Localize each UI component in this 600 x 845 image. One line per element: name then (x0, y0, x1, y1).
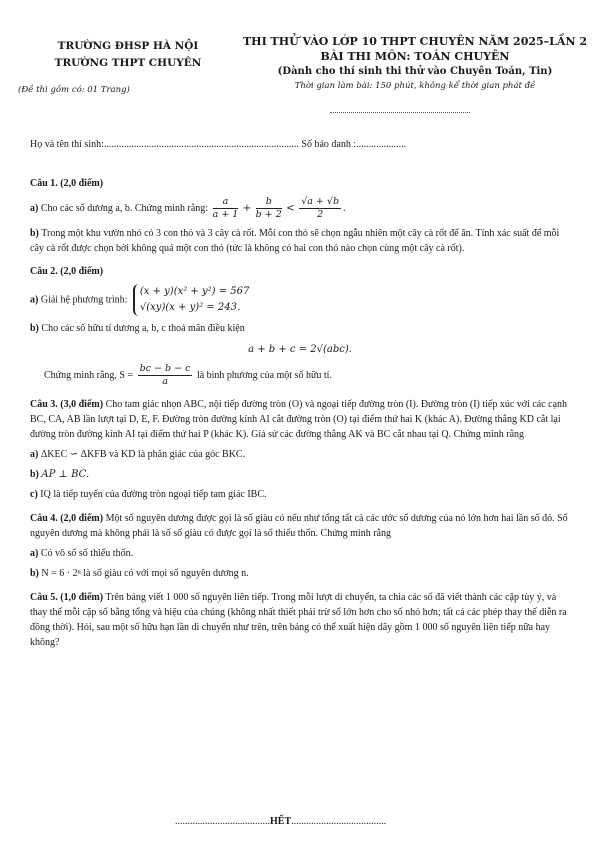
q1-part-a (30, 196, 570, 221)
school-block (18, 38, 238, 99)
q3-part-a (30, 447, 570, 462)
end-word: HẾT (270, 816, 292, 827)
exam-audience: (Dành cho thí sinh thi thử vào Chuyên Toán, Tin) (277, 66, 553, 77)
q2-b-claim (30, 363, 570, 388)
q1-a-text: Cho các số dương a, b. Chứng minh rằng: (40, 202, 209, 214)
q4-title: Câu 4. (2,0 điểm) (30, 513, 104, 524)
q3-part-c (30, 487, 570, 502)
less-than-sign: < (286, 202, 295, 214)
exam-title: THI THỬ VÀO LỚP 10 THPT CHUYÊN NĂM 2025–LẦN 2 (243, 35, 587, 48)
q4-part-a (30, 546, 570, 561)
q5-title: Câu 5. (1,0 điểm) (30, 592, 104, 603)
q3-b-text: AP ⊥ BC. (41, 469, 90, 480)
frac-numerator: b (256, 196, 282, 209)
end-dots-right: ...................................... (291, 816, 387, 827)
q1-b-label: b) (30, 228, 39, 239)
school-name-1: TRƯỜNG ĐHSP HÀ NỘI (57, 40, 199, 52)
q2-part-b (30, 321, 570, 336)
q2-a-label: a) (30, 294, 39, 306)
q2-a-text: Giải hệ phương trình: (40, 294, 128, 306)
q3-title: Câu 3. (3,0 điểm) (30, 399, 104, 410)
end-dots-left: ...................................... (175, 816, 270, 827)
frac-denominator: b + 2 (255, 209, 282, 220)
candidate-id-dots: .................... (356, 139, 407, 150)
q2-b-text: Cho các số hữu tỉ dương a, b, c thoả mãn điều kiện (41, 323, 245, 334)
q3-a-text: ΔKEC ∽ ΔKFB và KD là phân giác của góc BKC. (40, 449, 246, 460)
frac-numerator: √a + √b (301, 196, 340, 207)
exam-header (235, 34, 595, 94)
plus-sign: + (242, 202, 252, 214)
frac-denominator: a + 1 (212, 209, 239, 220)
q3-b-label: b) (30, 469, 39, 480)
q1-a-label: a) (30, 202, 39, 214)
exam-time: Thời gian làm bài: 150 phút, không kể thời gian phát đề (294, 81, 536, 91)
q2-b-claim-text: Chứng minh rằng, S = (44, 369, 134, 381)
system-equation-1: (x + y)(x² + y²) = 567 (139, 286, 250, 297)
frac-numerator: a (213, 196, 239, 209)
q1-a-end: . (343, 202, 346, 214)
q2-b-condition: a + b + c = 2√(abc). (248, 344, 352, 355)
frac-numerator: bc − b − c (139, 363, 191, 374)
q4-text: Một số nguyên dương được gọi là số giàu có nếu như tổng tất cả các ước số dương của nó lớn hơn hai lần số đó. Số nguyên dương mà không phải là số số giàu có được gọi là số thiếu thốn. Chứng minh rằng (30, 513, 568, 539)
q2-b-label: b) (30, 323, 39, 334)
q5-text: Trên bảng viết 1 000 số nguyên liên tiếp. Trong mỗi lượt di chuyển, ta chia các số đã viết thành các cặp tùy ý, và thay thế mỗi cặp số bằng tổng và hiệu của chúng (không nhất thiết phải trừ số lớn hơn cho số nhỏ hơn; tất cả các phép thay thế diễn ra đồng thời). Hỏi, sau một số hữu hạn lần di chuyển như trên, trên bảng có thể xuất hiện dãy gồm 1 000 số nguyên liên tiếp nữa hay không? (30, 592, 567, 648)
q4-a-text: Có vô số số thiếu thốn. (40, 548, 134, 559)
q4-a-label: a) (30, 548, 39, 559)
q1-b-text: Trong một khu vườn nhỏ có 3 con thỏ và 3 cây cà rốt. Mỗi con thỏ sẽ chọn ngẫu nhiên một cây cà rốt để ăn. Tính xác suất để mỗi cây cà rốt được chọn bởi không quá một con thỏ (tức là không có hai con thỏ nào chọn cùng một cây cà rốt). (30, 228, 560, 254)
frac-denominator: 2 (317, 209, 324, 220)
q2-b-fraction (138, 363, 193, 388)
candidate-name-label: Họ và tên thí sinh: (30, 139, 104, 150)
candidate-name-dots: .............................................................................. (103, 139, 299, 150)
q3-block (30, 397, 570, 442)
q5-block (30, 590, 570, 650)
q3-text: Cho tam giác nhọn ABC, nội tiếp đường tròn (O) và ngoại tiếp đường tròn (I). Đường tròn (I) tiếp xúc với các cạnh BC, CA, AB lần lượt tại D, E, F. Đường tròn đường kính AI cắt đường tròn (O) tại điểm thứ hai K (khác A). Đường thẳng KD cắt lại đường tròn đường kính AI tại điểm thứ hai P (khác K). Giả sử các đường thẳng AK và BC cắt nhau tại Q. Chứng minh rằng (30, 399, 568, 440)
q3-c-label: c) (30, 489, 38, 500)
q1-a-fraction-1 (213, 196, 239, 221)
q1-title: Câu 1. (2,0 điểm) (30, 178, 104, 189)
q3-a-label: a) (30, 449, 39, 460)
equation-system (133, 284, 250, 316)
q2-title: Câu 2. (2,0 điểm) (30, 266, 104, 277)
end-marker (175, 816, 386, 827)
candidate-line (30, 139, 406, 150)
q4-part-b (30, 566, 570, 581)
header-divider (330, 112, 470, 113)
q2-part-a (30, 284, 570, 316)
q1-a-fraction-2 (256, 196, 282, 221)
q2-b-claim-end: là bình phương của một số hữu tỉ. (196, 369, 332, 381)
page-count-note: (Đề thi gồm có: 01 Trang) (18, 85, 130, 95)
q4-b-label: b) (30, 568, 39, 579)
q3-c-text: IQ là tiếp tuyến của đường tròn ngoại tiếp tam giác IBC. (40, 489, 267, 500)
q1-part-b (30, 226, 570, 256)
school-name-2: TRƯỜNG THPT CHUYÊN (54, 57, 202, 69)
exam-content (30, 168, 570, 650)
exam-subject: BÀI THI MÔN: TOÁN CHUYÊN (320, 50, 510, 63)
frac-denominator: a (162, 376, 168, 387)
candidate-id-label: Số báo danh : (301, 139, 357, 150)
system-equation-2: √(xy)(x + y)² = 243. (139, 302, 241, 313)
q4-b-text: N = 6 · 2ⁿ là số giàu có với mọi số nguyên dương n. (41, 568, 249, 579)
q4-block (30, 511, 570, 541)
q3-part-b (30, 467, 570, 482)
q1-a-fraction-3 (299, 196, 341, 221)
